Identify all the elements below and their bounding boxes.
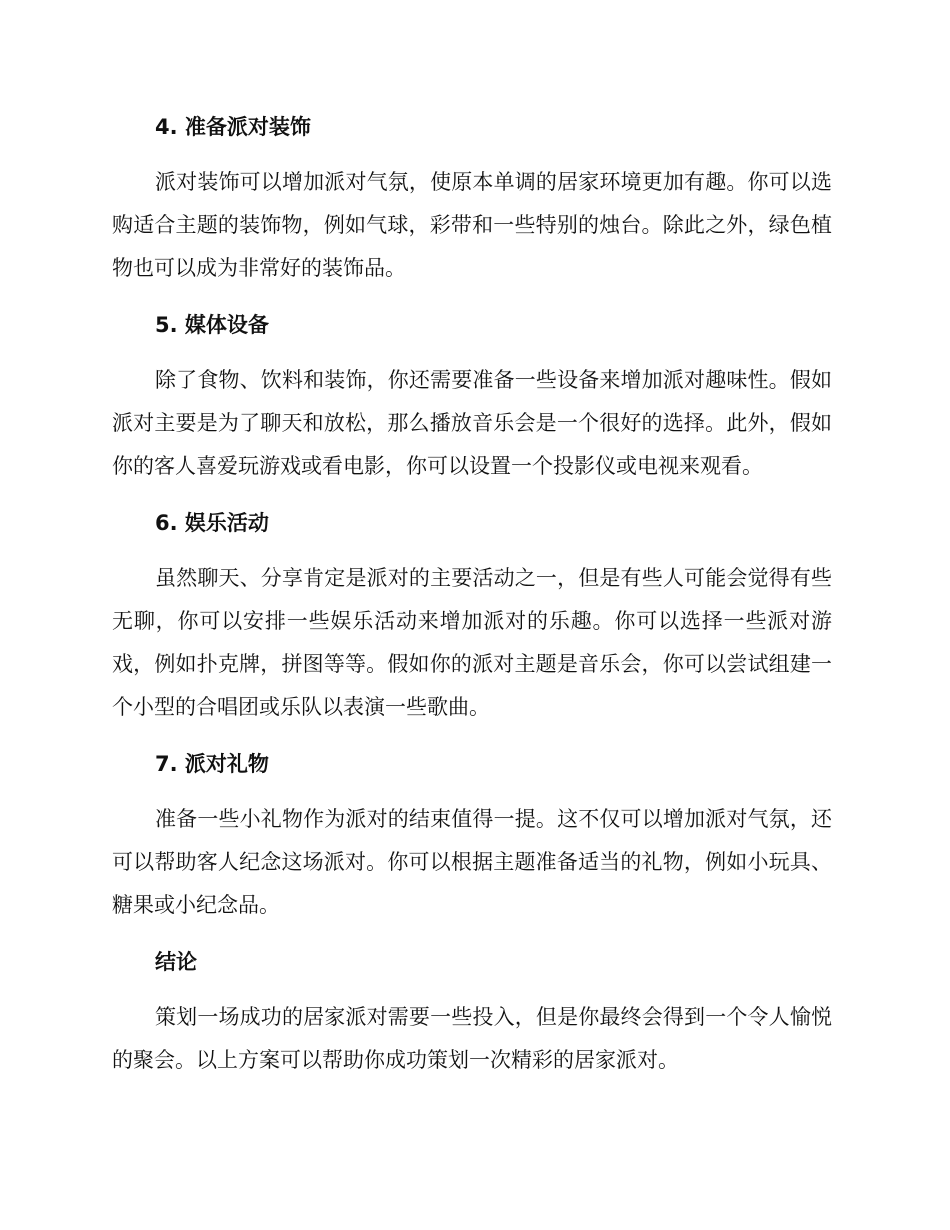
section-heading-entertainment: 6. 娱乐活动 (155, 511, 269, 535)
section-paragraph-entertainment: 虽然聊天、分享肯定是派对的主要活动之一，但是有些人可能会觉得有些无聊，你可以安排一些娱乐活动来增加派对的乐趣。你可以选择一些派对游戏，例如扑克牌，拼图等等。假如你的派对主题是音乐会，你可以尝试组建一个小型的合唱团或乐队以表演一些歌曲。 (112, 566, 832, 719)
section-paragraph-conclusion: 策划一场成功的居家派对需要一些投入，但是你最终会得到一个令人愉悦的聚会。以上方案可以帮助你成功策划一次精彩的居家派对。 (112, 1005, 832, 1072)
section-heading-gifts: 7. 派对礼物 (155, 752, 269, 776)
section-heading-conclusion: 结论 (155, 950, 197, 974)
section-paragraph-media: 除了食物、饮料和装饰，你还需要准备一些设备来增加派对趣味性。假如派对主要是为了聊天和放松，那么播放音乐会是一个很好的选择。此外，假如你的客人喜爱玩游戏或看电影，你可以设置一个投影仪或电视来观看。 (112, 368, 832, 478)
section-paragraph-gifts: 准备一些小礼物作为派对的结束值得一提。这不仅可以增加派对气氛，还可以帮助客人纪念这场派对。你可以根据主题准备适当的礼物，例如小玩具、糖果或小纪念品。 (112, 807, 832, 917)
section-heading-media: 5. 媒体设备 (155, 313, 269, 337)
document-body (112, 108, 832, 1098)
section-paragraph-decorations: 派对装饰可以增加派对气氛，使原本单调的居家环境更加有趣。你可以选购适合主题的装饰物，例如气球，彩带和一些特别的烛台。除此之外，绿色植物也可以成为非常好的装饰品。 (112, 170, 832, 280)
section-heading-decorations: 4. 准备派对装饰 (155, 115, 311, 139)
